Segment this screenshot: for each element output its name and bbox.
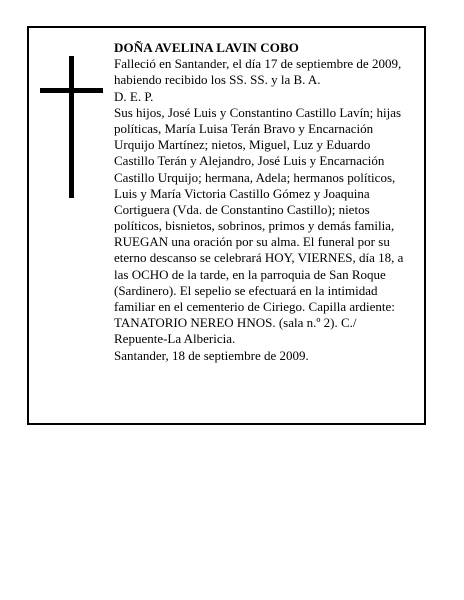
obituary-line: Repuente-La Albericia.	[114, 331, 236, 347]
obituary-line: Urquijo Martínez; nietos, Miguel, Luz y Eduardo	[114, 137, 371, 153]
obituary-line: las OCHO de la tarde, en la parroquia de San Roque	[114, 266, 386, 282]
obituary-line: familiar en el cementerio de Ciriego. Capilla ardiente:	[114, 299, 395, 314]
obituary-line: políticos, bisnietos, sobrinos, primos y demás familia,	[114, 218, 395, 234]
cross-icon-bar	[40, 88, 103, 93]
obituary-line: TANATORIO NEREO HNOS. (sala n.º 2). C./	[114, 315, 357, 331]
obituary-line: Luis y María Victoria Castillo Gómez y Joaquina	[114, 185, 370, 201]
obituary-notice	[27, 26, 426, 425]
obituary-line: políticas, María Luisa Terán Bravo y Encarnación	[114, 120, 374, 136]
obituary-line: habiendo recibido los SS. SS. y la B. A.	[114, 72, 321, 88]
obituary-line: Castillo Urquijo; hermana, Adela; hermanos políticos,	[114, 169, 396, 185]
obituary-line: RUEGAN una oración por su alma. El funeral por su	[114, 234, 390, 250]
obituary-line: Santander, 18 de septiembre de 2009.	[114, 347, 309, 363]
obituary-line: Falleció en Santander, el día 17 de septiembre de 2009,	[114, 56, 402, 72]
cross-icon	[69, 56, 74, 198]
obituary-text	[114, 40, 422, 364]
obituary-line: D. E. P.	[114, 88, 154, 104]
obituary-line: Sus hijos, José Luis y Constantino Castillo Lavín; hijas	[114, 104, 402, 120]
obituary-line: (Sardinero). El sepelio se efectuará en la intimidad	[114, 282, 378, 298]
obituary-line: Cortiguera (Vda. de Constantino Castillo); nietos	[114, 201, 370, 217]
obituary-line: eterno descanso se celebrará HOY, VIERNES, día 18, a	[114, 250, 404, 266]
obituary-line: Castillo Terán y Alejandro, José Luis y Encarnación	[114, 153, 385, 169]
deceased-name: DOÑA AVELINA LAVIN COBO	[114, 40, 299, 55]
